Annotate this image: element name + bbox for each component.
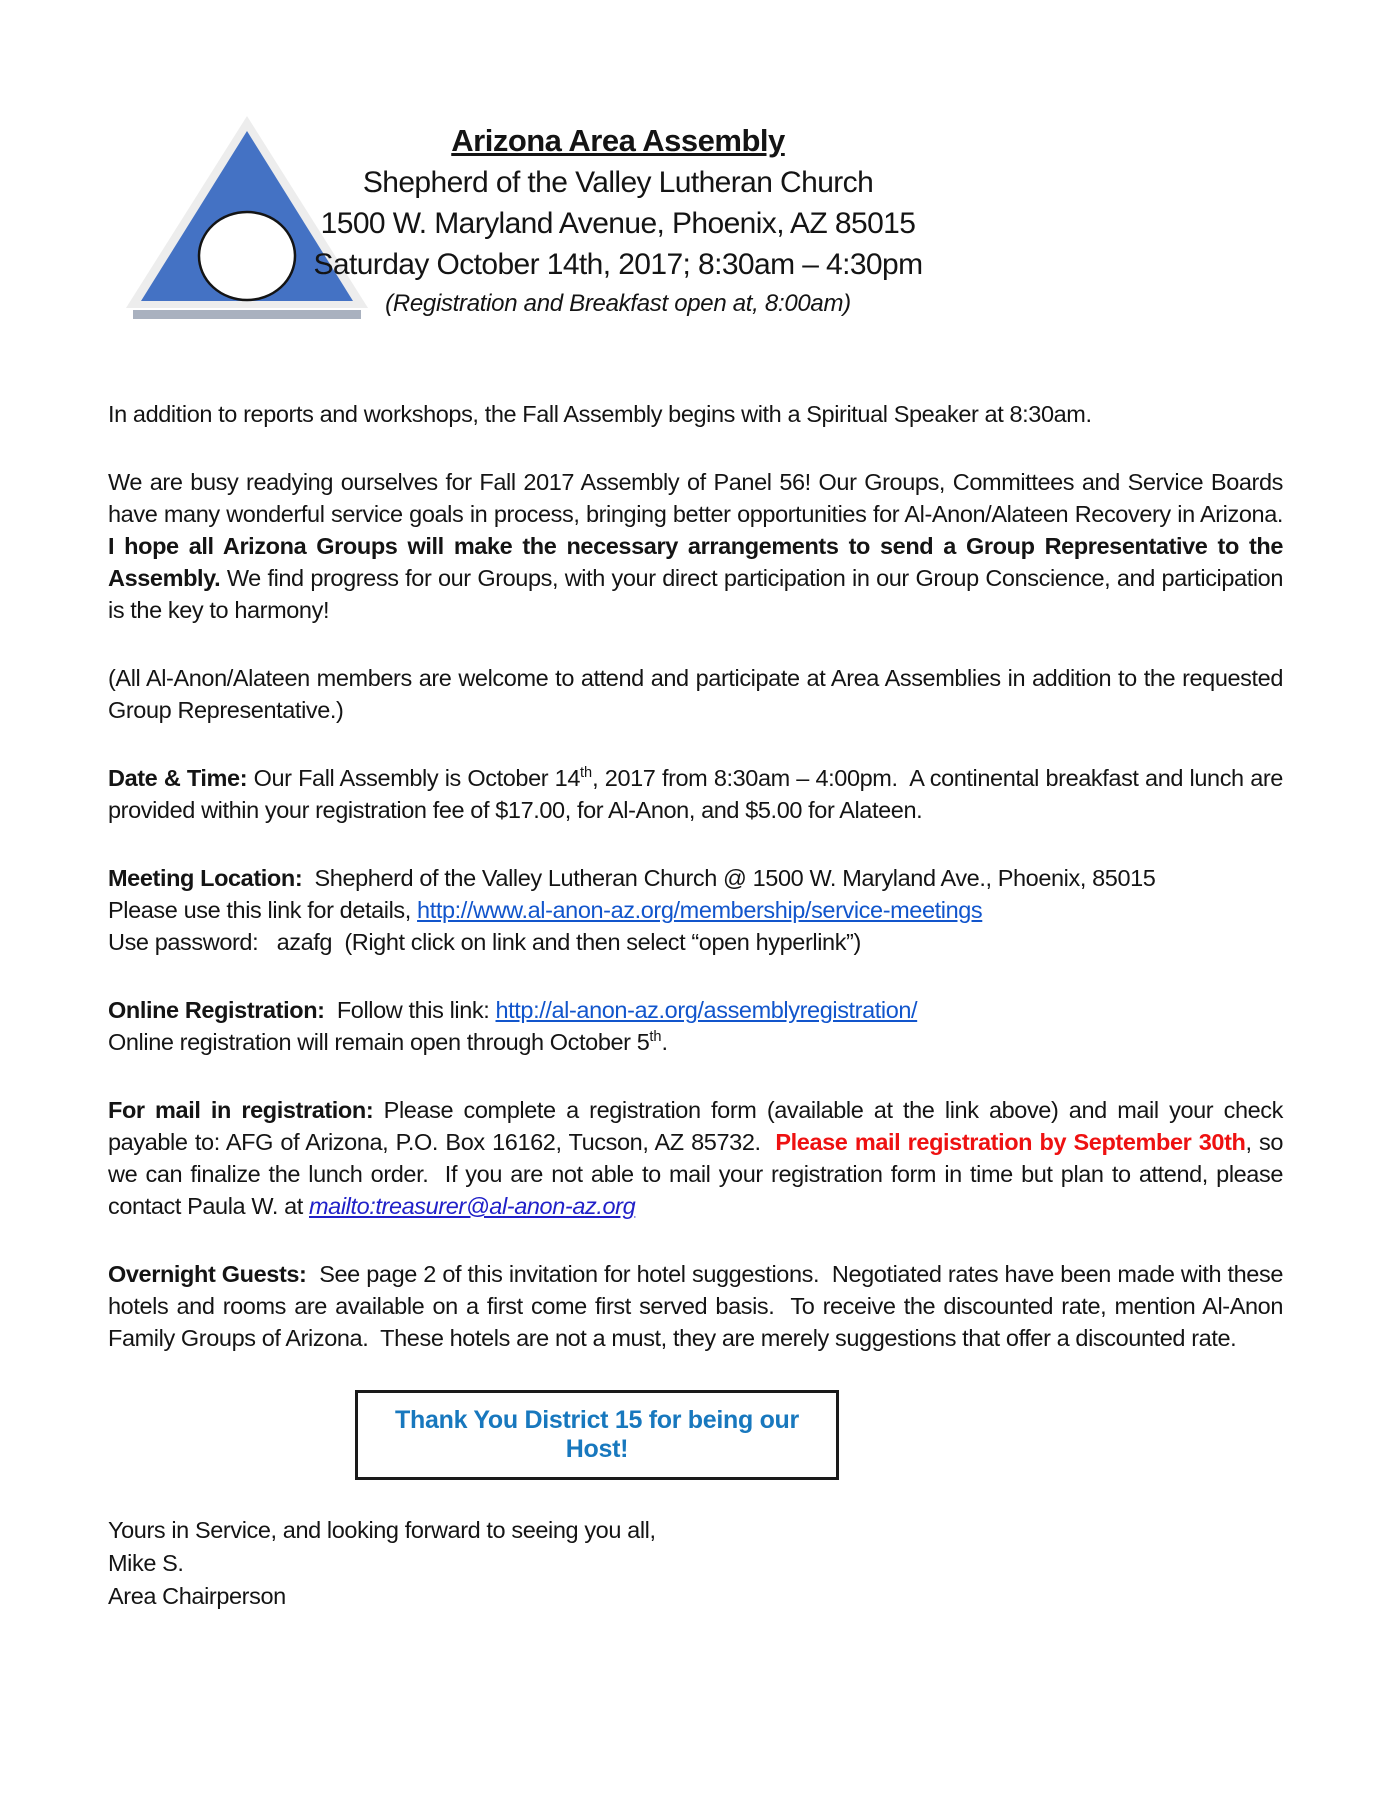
text-run: Use password: azafg (Right click on link and then select “open hyperlink”) <box>108 929 861 955</box>
text-run: For mail in registration: <box>108 1097 374 1123</box>
service-meetings-link[interactable]: http://www.al-anon-az.org/membership/service-meetings <box>417 897 983 923</box>
text-run: In addition to reports and workshops, the Fall Assembly begins with a Spiritual Speaker at 8:30am. <box>108 401 1092 427</box>
page-title: Arizona Area Assembly <box>451 123 785 158</box>
paragraph-online-registration <box>108 994 1283 1058</box>
paragraph-mail-in-registration <box>108 1094 1290 1222</box>
text-run: Date & Time: <box>108 765 248 791</box>
text-run: We are busy readying ourselves for Fall 2017 Assembly of Panel 56! Our Groups, Committees and Service Boards have many wonderful service goals in process, bringing better opportunities for Al-Anon/Alateen Recovery in Arizona. <box>108 469 1296 527</box>
text-run: th <box>649 1029 662 1046</box>
text-run: Shepherd of the Valley Lutheran Church @ 1500 W. Maryland Ave., Phoenix, 85015 <box>302 865 1156 891</box>
text-run: Please mail registration by September 30th <box>775 1129 1246 1155</box>
text-run: Overnight Guests: <box>108 1261 307 1287</box>
signature-role: Area Chairperson <box>108 1583 286 1609</box>
letterhead <box>108 0 1283 398</box>
signature-block <box>108 1514 1283 1613</box>
treasurer-mailto-link[interactable]: mailto:treasurer@al-anon-az.org <box>309 1193 636 1219</box>
text-run: See page 2 of this invitation for hotel suggestions. Negotiated rates have been made with these hotels and rooms are available on a first come first served basis. To receive the discounted rate, mention Al-Anon Family Groups of Arizona. These hotels are not a must, they are merely suggestions that offer a discounted rate. <box>108 1261 1290 1351</box>
host-thank-you-text: Thank You District 15 for being our Host! <box>395 1406 799 1463</box>
text-run: . <box>661 1029 668 1055</box>
text-run: I hope all Arizona Groups will make the necessary arrangements to send a Group Representative to the Assembly. <box>108 533 1289 591</box>
event-date-time: Saturday October 14th, 2017; 8:30am – 4:30pm <box>313 248 923 281</box>
paragraph-intro <box>108 398 1283 430</box>
assembly-registration-link[interactable]: http://al-anon-az.org/assemblyregistration/ <box>495 997 918 1023</box>
venue-address: 1500 W. Maryland Avenue, Phoenix, AZ 85015 <box>320 207 916 240</box>
text-run: We find progress for our Groups, with your direct participation in our Group Conscience, and participation is the key to harmony! <box>108 565 1290 623</box>
text-run: Please use this link for details, <box>108 897 418 923</box>
registration-open-note: (Registration and Breakfast open at, 8:00am) <box>385 290 851 317</box>
paragraph-readying <box>108 466 1296 626</box>
signature-closing: Yours in Service, and looking forward to seeing you all, <box>108 1517 656 1543</box>
signature-name: Mike S. <box>108 1550 184 1576</box>
text-run: Follow this link: <box>324 997 496 1023</box>
paragraph-meeting-location <box>108 862 1283 958</box>
text-run: Online registration will remain open through October 5 <box>108 1029 650 1055</box>
text-run: (All Al-Anon/Alateen members are welcome to attend and participate at Area Assemblies in addition to the requested Group Representative.) <box>108 665 1290 723</box>
text-run: Our Fall Assembly is October 14 <box>247 765 580 791</box>
text-run: , 2017 from 8:30am – 4:00pm. A continental breakfast and lunch are provided within your registration fee of $17.00, for Al-Anon, and $5.00 for Alateen. <box>108 765 1290 823</box>
text-run: Online Registration: <box>108 997 325 1023</box>
text-run: Meeting Location: <box>108 865 303 891</box>
venue-name: Shepherd of the Valley Lutheran Church <box>362 166 874 199</box>
text-run: Please complete a registration form (available at the link above) and mail your check payable to: AFG of Arizona, P.O. Box 16162, Tucson, AZ 85732. <box>108 1097 1290 1155</box>
letterhead-text <box>256 120 980 322</box>
paragraph-welcome-note <box>108 662 1290 726</box>
host-thank-you-box <box>355 1390 839 1480</box>
text-run: , so we can finalize the lunch order. If you are not able to mail your registration form in time but plan to attend, please contact Paula W. at <box>108 1129 1290 1219</box>
page-title-row <box>256 120 980 162</box>
text-run: th <box>580 765 593 782</box>
paragraph-overnight-guests <box>108 1258 1290 1354</box>
paragraph-date-time <box>108 762 1290 826</box>
